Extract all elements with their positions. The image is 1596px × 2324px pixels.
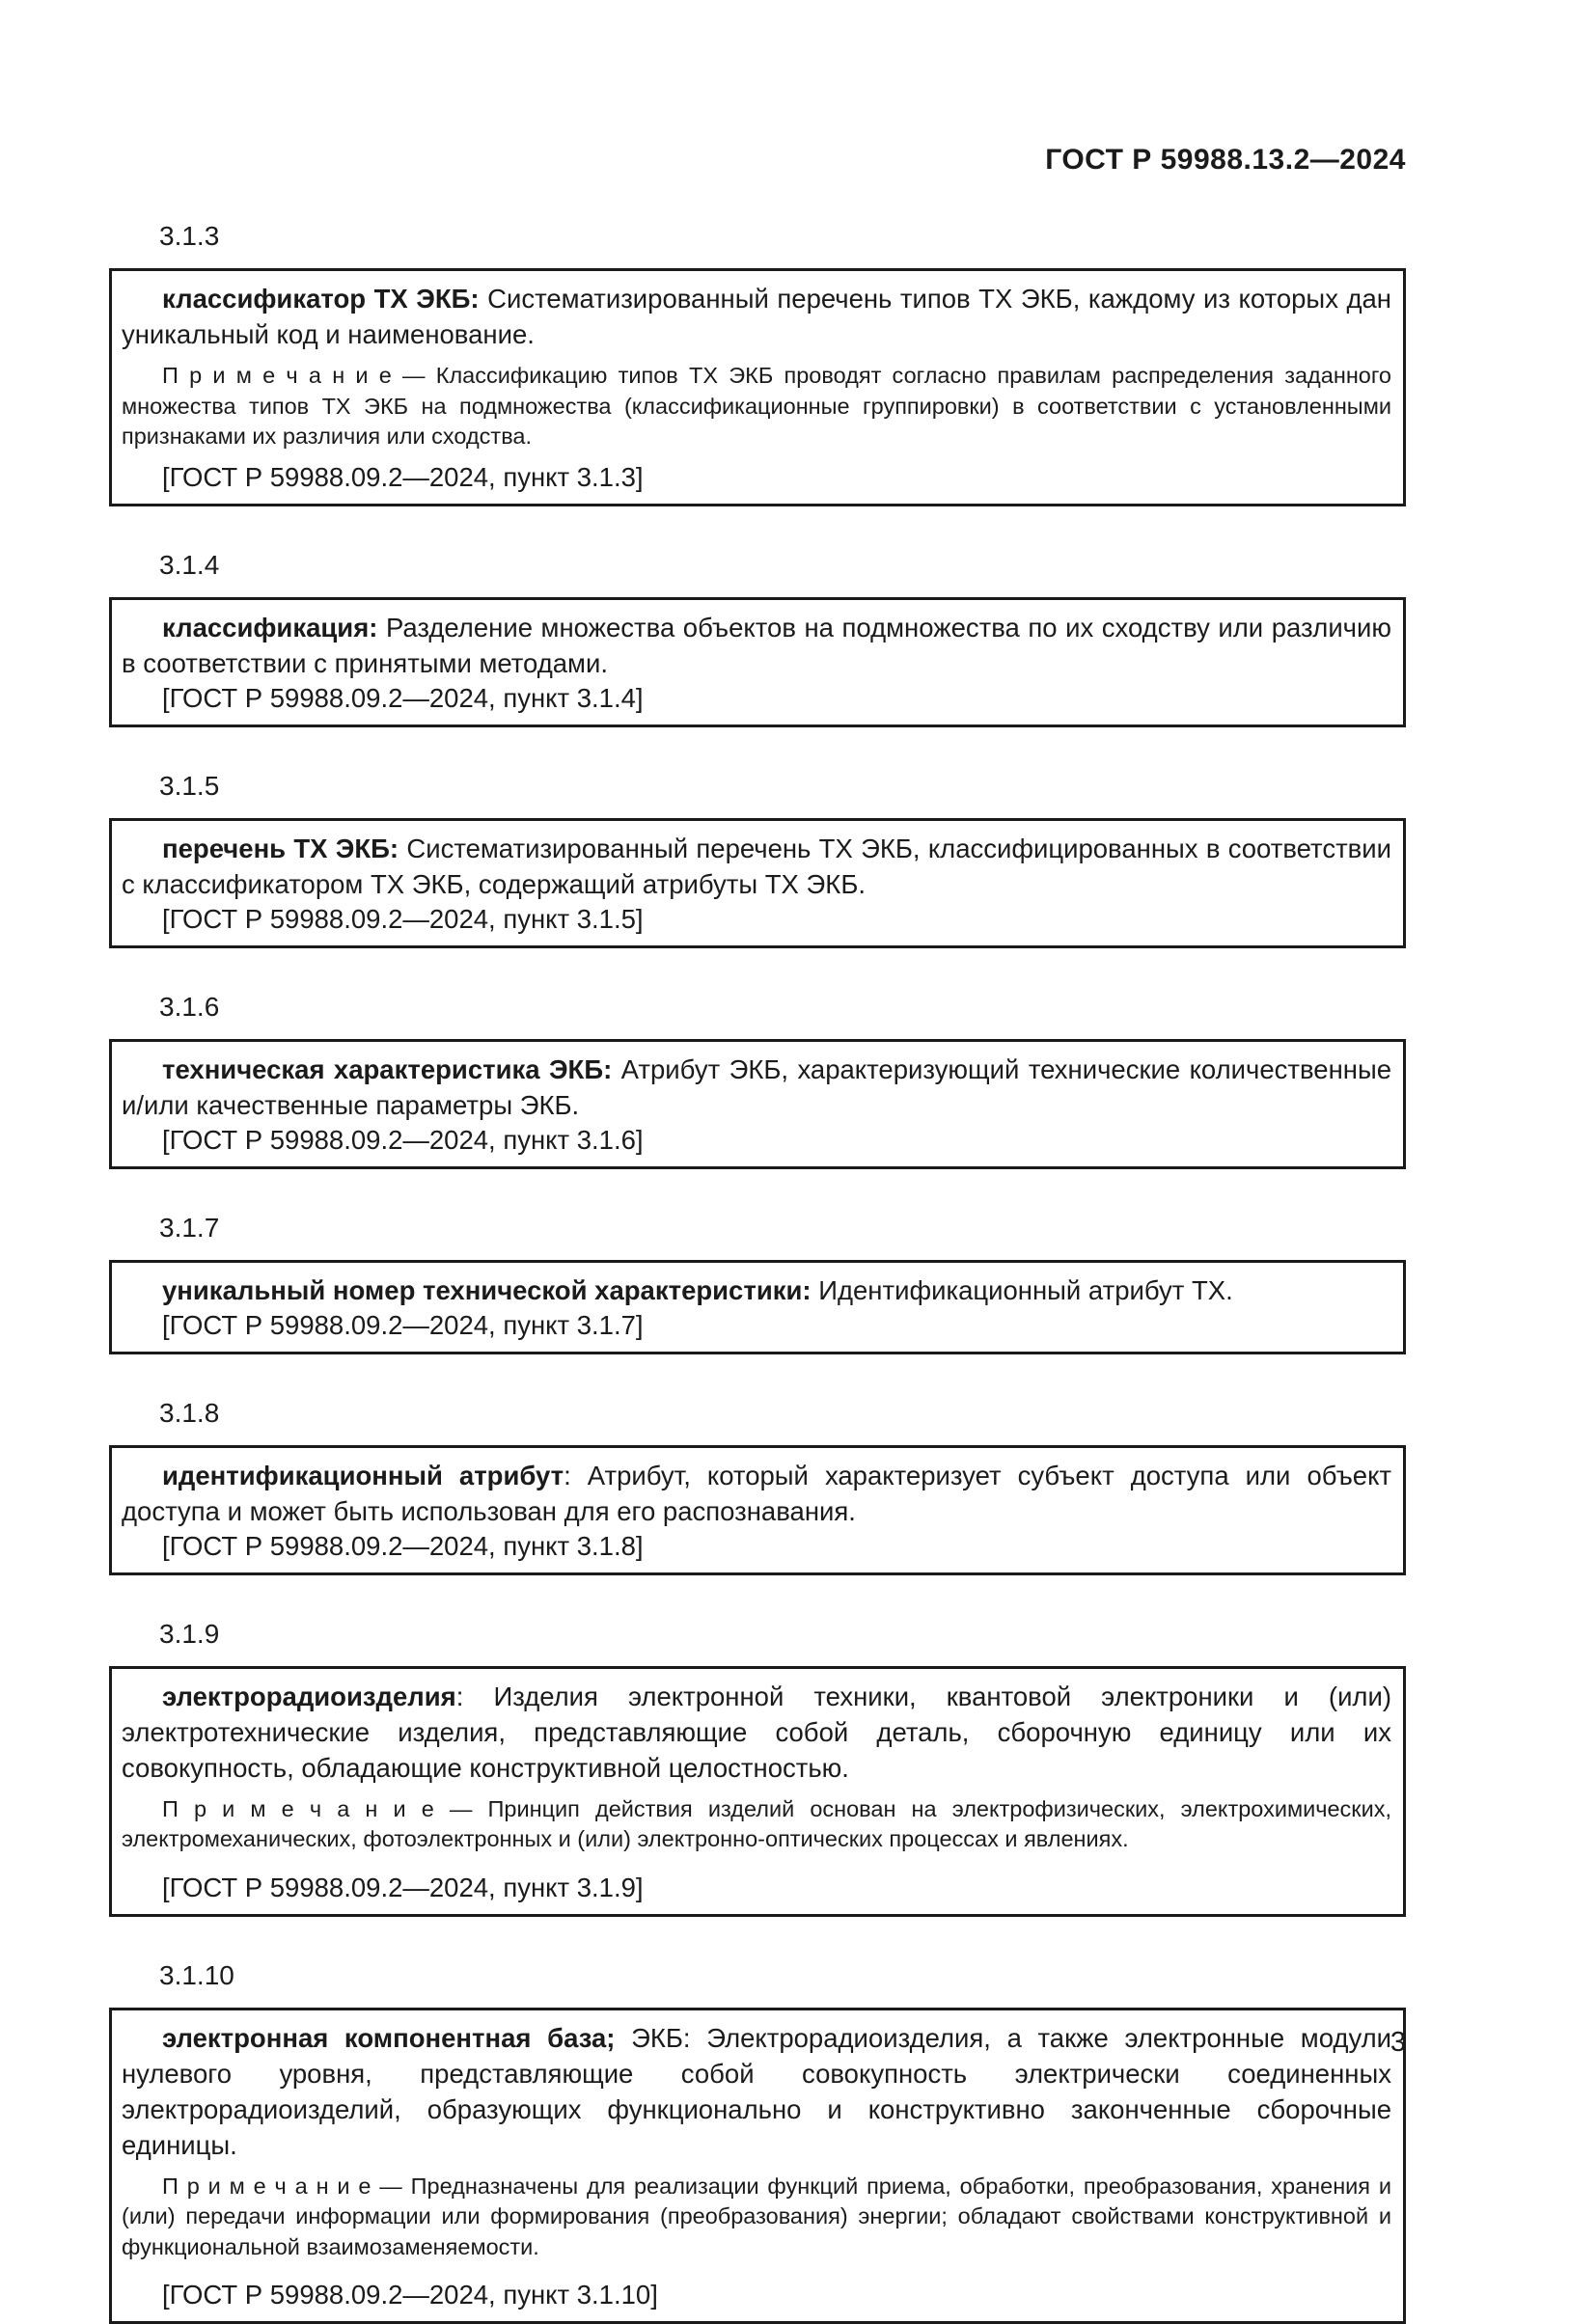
document-header: ГОСТ Р 59988.13.2—2024 bbox=[109, 143, 1406, 178]
term-text: электрорадиоизделия bbox=[162, 1681, 456, 1711]
term-text: классификатор ТХ ЭКБ: bbox=[162, 284, 480, 314]
definition-section bbox=[109, 1397, 1406, 1575]
definition-box bbox=[109, 268, 1406, 506]
definition-text: Разделение множества объектов на подмножества по их сходству или различию в соответствии с принятыми методами. bbox=[122, 613, 1391, 678]
definition-text: Идентификационный атрибут ТХ. bbox=[812, 1275, 1233, 1305]
definition-paragraph bbox=[122, 1458, 1391, 1529]
term-text: уникальный номер технической характеристики: bbox=[162, 1275, 812, 1305]
definition-text: : Атрибут, который характеризует субъект доступа или объект доступа и может быть использован для его распознавания. bbox=[122, 1461, 1391, 1526]
section-number: 3.1.4 bbox=[109, 549, 1406, 581]
section-number: 3.1.10 bbox=[109, 1959, 1406, 1991]
definition-text: : Изделия электронной техники, квантовой электроники и (или) электротехнические изделия, представляющие собой деталь, сборочную единицу или их совокупность, обладающие конструктивной целостностью. bbox=[122, 1681, 1391, 1783]
note-text: П р и м е ч а н и е — Предназначены для реализации функций приема, обработки, преобразования, хранения и (или) передачи информации или формирования (преобразования) энергии; обладают свойствами конструктивной и функциональной взаимозаменяемости. bbox=[122, 2172, 1391, 2263]
citation-text: [ГОСТ Р 59988.09.2—2024, пункт 3.1.7] bbox=[122, 1308, 1391, 1343]
definition-section bbox=[109, 991, 1406, 1169]
definition-text: Систематизированный перечень ТХ ЭКБ, классифицированных в соответствии с классификатором ТХ ЭКБ, содержащий атрибуты ТХ ЭКБ. bbox=[122, 834, 1391, 899]
definition-paragraph bbox=[122, 1052, 1391, 1123]
section-number: 3.1.3 bbox=[109, 220, 1406, 252]
definition-paragraph bbox=[122, 831, 1391, 902]
definition-paragraph bbox=[122, 610, 1391, 681]
definition-section bbox=[109, 220, 1406, 506]
definition-section bbox=[109, 770, 1406, 948]
citation-text: [ГОСТ Р 59988.09.2—2024, пункт 3.1.4] bbox=[122, 681, 1391, 716]
definition-section bbox=[109, 1959, 1406, 2324]
citation-text: [ГОСТ Р 59988.09.2—2024, пункт 3.1.8] bbox=[122, 1529, 1391, 1564]
page-number: 3 bbox=[109, 2026, 1406, 2059]
section-number: 3.1.9 bbox=[109, 1618, 1406, 1650]
term-text: классификация: bbox=[162, 613, 377, 643]
citation-text: [ГОСТ Р 59988.09.2—2024, пункт 3.1.3] bbox=[122, 460, 1391, 495]
term-text: техническая характеристика ЭКБ: bbox=[162, 1054, 612, 1084]
citation-text: [ГОСТ Р 59988.09.2—2024, пункт 3.1.5] bbox=[122, 902, 1391, 937]
definition-text: ЭКБ: Электрорадиоизделия, а также электронные модули нулевого уровня, представляющие собой совокупность электрически соединенных электрорадиоизделий, образующих функционально и конструктивно законченные сборочные единицы. bbox=[122, 2023, 1391, 2160]
definition-section bbox=[109, 549, 1406, 727]
citation-text: [ГОСТ Р 59988.09.2—2024, пункт 3.1.6] bbox=[122, 1123, 1391, 1158]
definition-box bbox=[109, 1260, 1406, 1354]
definition-box bbox=[109, 1445, 1406, 1575]
definition-text: Атрибут ЭКБ, характеризующий технические количественные и/или качественные параметры ЭКБ. bbox=[122, 1054, 1391, 1120]
citation-text: [ГОСТ Р 59988.09.2—2024, пункт 3.1.10] bbox=[122, 2278, 1391, 2312]
definition-box bbox=[109, 818, 1406, 948]
definition-box bbox=[109, 1666, 1406, 1917]
note-text: П р и м е ч а н и е — Принцип действия изделий основан на электрофизических, электрохимических, электромеханических, фотоэлектронных и (или) электронно-оптических процессах и явлениях. bbox=[122, 1794, 1391, 1855]
definition-paragraph bbox=[122, 1679, 1391, 1786]
term-text: перечень ТХ ЭКБ: bbox=[162, 834, 399, 863]
definition-box bbox=[109, 1039, 1406, 1169]
section-number: 3.1.5 bbox=[109, 770, 1406, 802]
term-text: электронная компонентная база; bbox=[162, 2023, 615, 2053]
definition-text: Систематизированный перечень типов ТХ ЭКБ, каждому из которых дан уникальный код и наименование. bbox=[122, 284, 1391, 349]
section-number: 3.1.7 bbox=[109, 1212, 1406, 1244]
definition-section bbox=[109, 1212, 1406, 1354]
definition-paragraph bbox=[122, 1272, 1391, 1308]
page-content bbox=[109, 0, 1406, 2324]
definition-box bbox=[109, 597, 1406, 727]
section-number: 3.1.6 bbox=[109, 991, 1406, 1023]
term-text: идентификационный атрибут bbox=[162, 1461, 564, 1490]
definition-section bbox=[109, 1618, 1406, 1917]
section-number: 3.1.8 bbox=[109, 1397, 1406, 1429]
definition-paragraph bbox=[122, 281, 1391, 352]
note-text: П р и м е ч а н и е — Классификацию типов ТХ ЭКБ проводят согласно правилам распределения заданного множества типов ТХ ЭКБ на подмножества (классификационные группировки) в соответствии с установленными признаками их различия или сходства. bbox=[122, 361, 1391, 452]
citation-text: [ГОСТ Р 59988.09.2—2024, пункт 3.1.9] bbox=[122, 1871, 1391, 1905]
